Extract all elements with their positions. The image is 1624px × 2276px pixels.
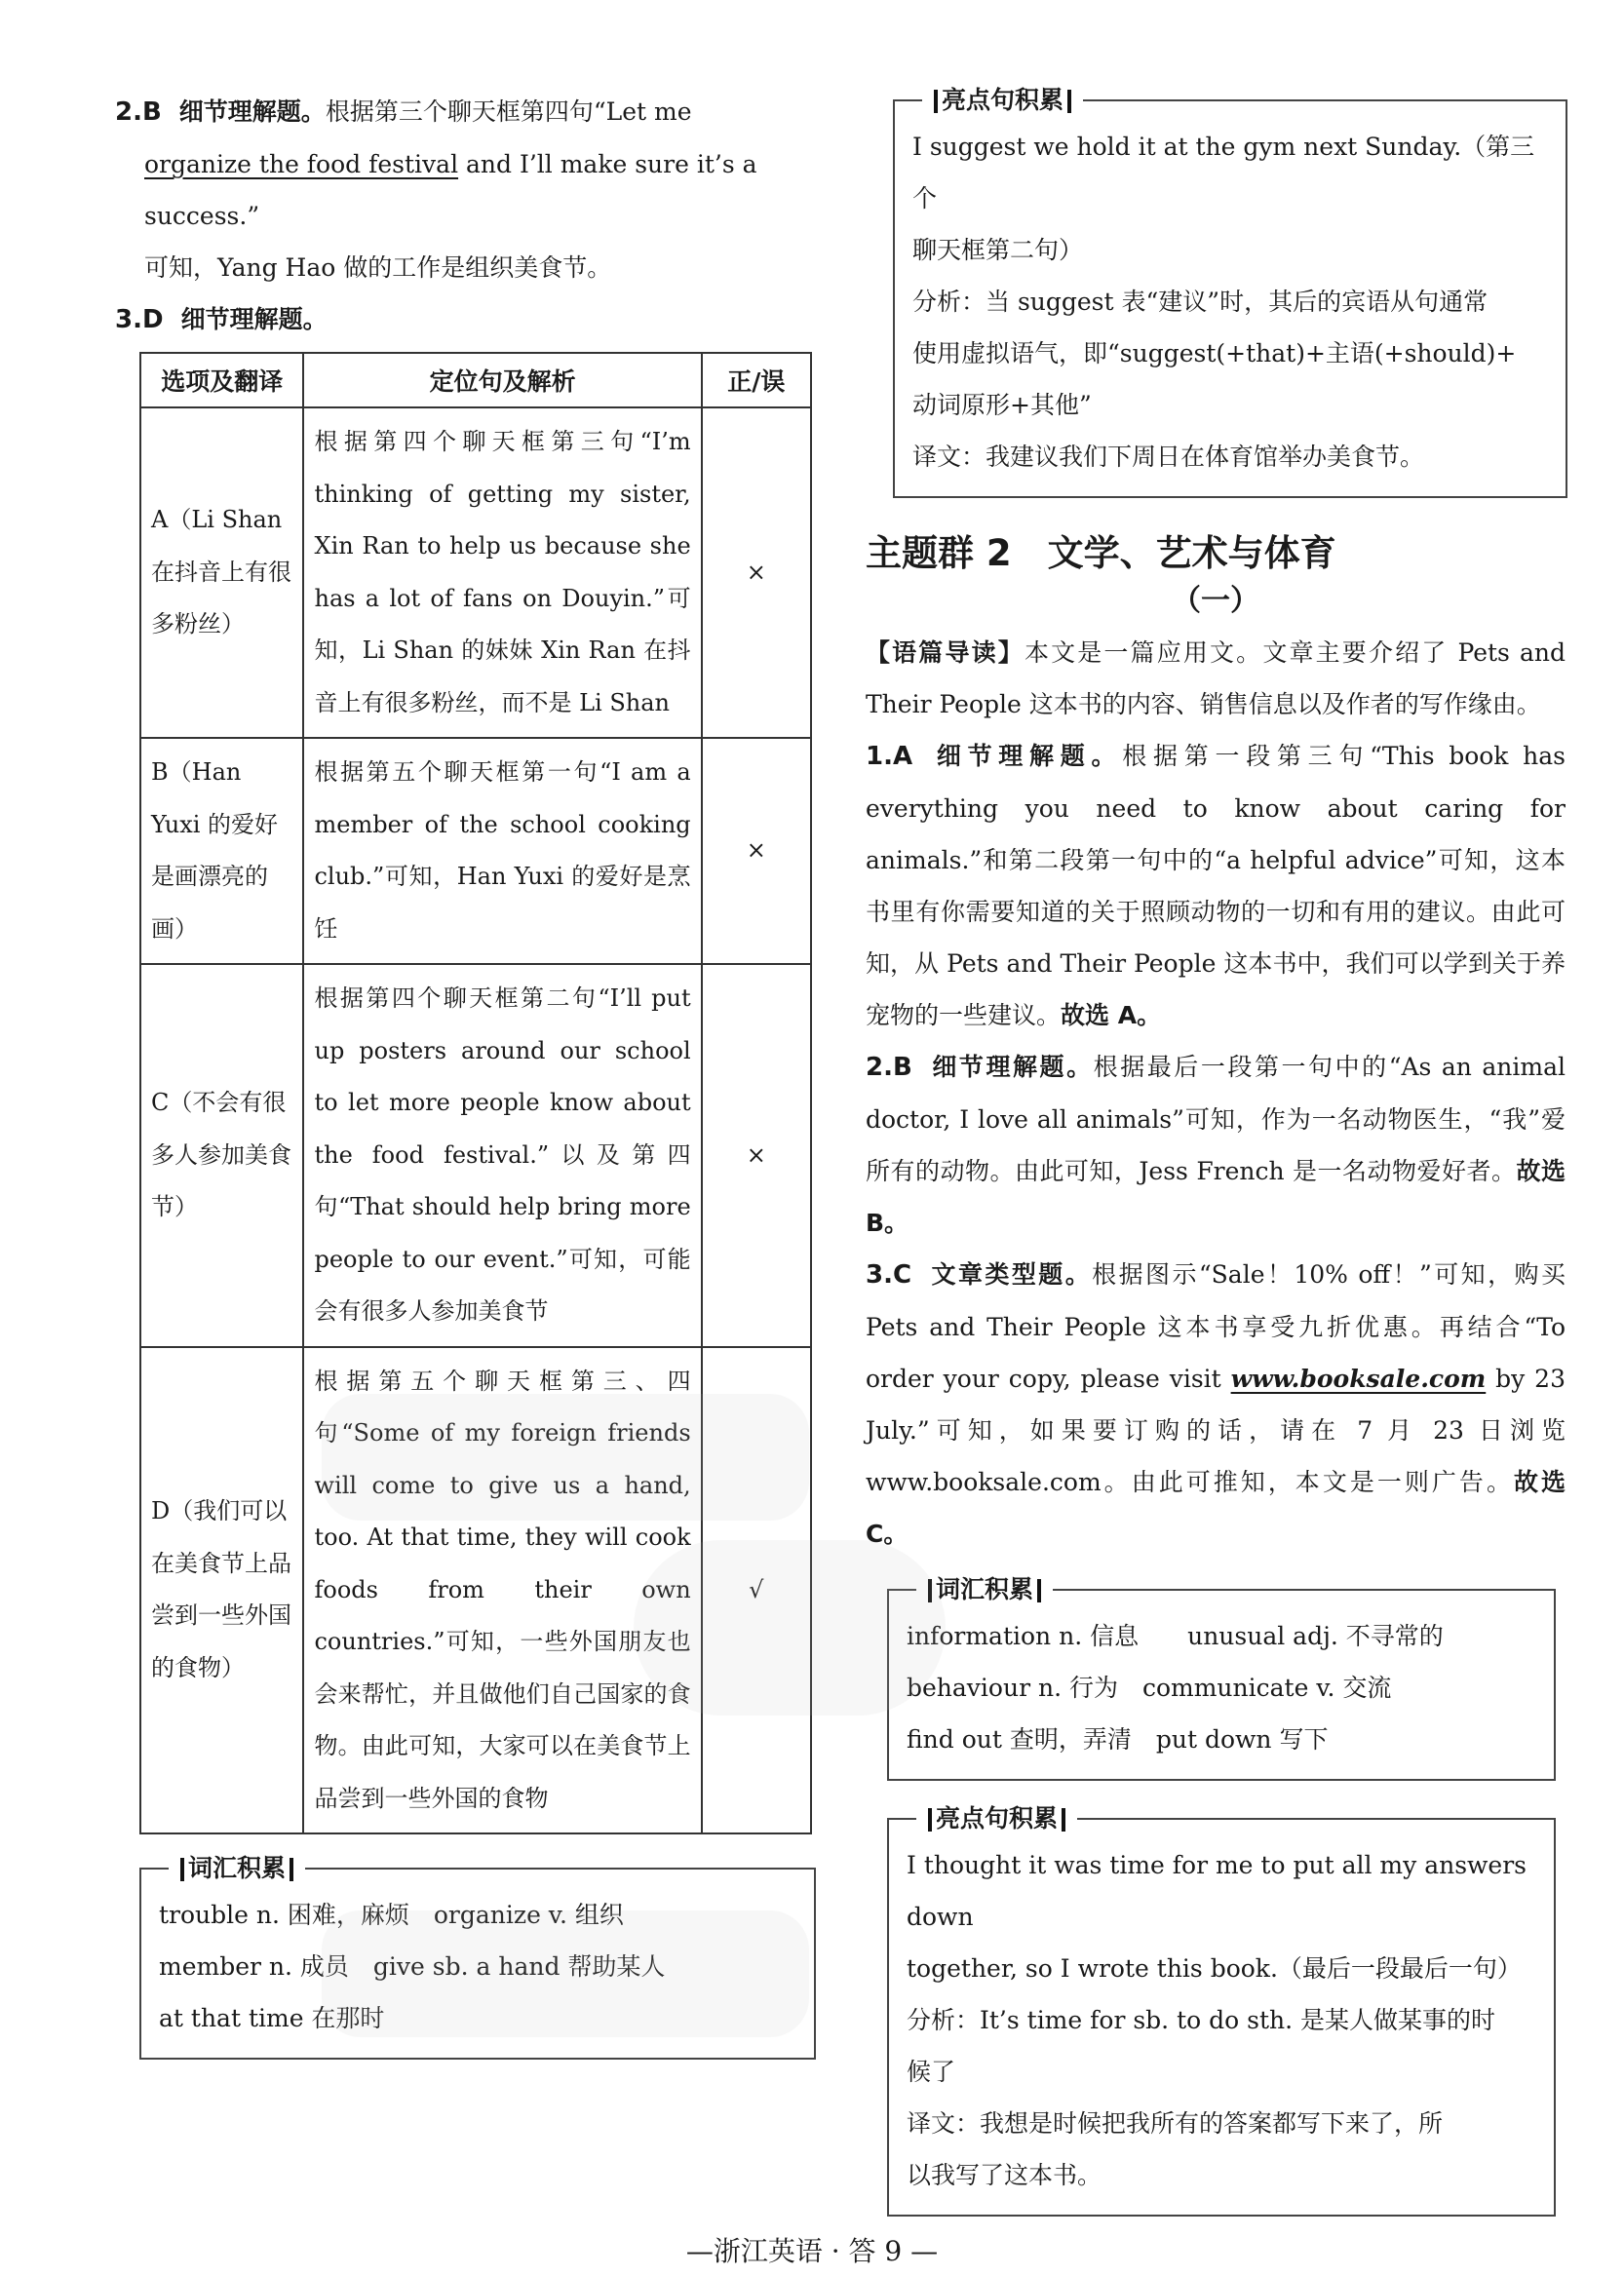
- highlight-box: [893, 86, 1567, 498]
- question-type: 细节理解题。: [929, 1053, 1094, 1081]
- vocab-box: [887, 1575, 1556, 1781]
- option-cell: D（我们可以在美食节上品尝到一些外国的食物）: [140, 1347, 303, 1834]
- table-header: 选项及翻译: [140, 353, 303, 407]
- table-row: [140, 407, 811, 738]
- highlight-line: 动词原形+其他”: [912, 391, 1092, 419]
- box-label: 亮点句积累: [916, 1803, 1077, 1834]
- answer-number: 2.B: [115, 97, 162, 127]
- option-cell: B（Han Yuxi 的爱好是画漂亮的画）: [140, 738, 303, 964]
- guide-label: 【语篇导读】: [866, 638, 1025, 667]
- question-type: 细节理解题。: [178, 97, 326, 126]
- q2-answer: [115, 86, 817, 293]
- vocab-line: information n. 信息 unusual adj. 不寻常的: [907, 1622, 1444, 1650]
- option-cell: A（Li Shan 在抖音上有很多粉丝）: [140, 407, 303, 738]
- highlight-line: 以我写了这本书。: [907, 2161, 1102, 2189]
- analysis-cell: 根据第四个聊天框第三句“I’m thinking of getting my sister, Xin Ran to help us because she has a lot of fans on Douyin.”可知，Li Shan 的妹妹 Xin Ran 在抖音上有很多粉丝，而不是 Li Shan: [303, 407, 701, 738]
- analysis-cell: 根据第五个聊天框第三、四句“Some of my foreign friends will come to give us a hand, too. At that time, they will cook foods from their own countries.”可知，一些外国朋友也会来帮忙，并且做他们自己国家的食物。由此可知，大家可以在美食节上品尝到一些外国的食物: [303, 1347, 701, 1834]
- highlight-box: [887, 1804, 1556, 2217]
- q2-answer: [866, 1041, 1566, 1249]
- mark-cell: ×: [702, 407, 811, 738]
- explanation-text: 根据最后一段第一句中的“As an animal doctor, I love all animals”可知，作为一名动物医生，“我”爱所有的动物。由此可知，Jess French 是一名动物爱好者。: [866, 1053, 1566, 1185]
- table-row: [140, 964, 811, 1347]
- highlight-line: 译文：我建议我们下周日在体育馆举办美食节。: [912, 443, 1425, 471]
- vocab-line: member n. 成员 give sb. a hand 帮助某人: [159, 1952, 666, 1981]
- answer-choice: 故选 C。: [866, 1468, 1566, 1548]
- box-label: 词汇积累: [169, 1853, 305, 1884]
- answer-choice: 故选 B。: [866, 1157, 1566, 1237]
- options-table: [139, 352, 812, 1834]
- section-title: 主题群 2 文学、艺术与体育: [866, 532, 1336, 574]
- explanation-text: 可知，Yang Hao 做的工作是组织美食节。: [144, 253, 612, 282]
- highlight-line: I suggest we hold it at the gym next Sunday.（第三个: [912, 133, 1535, 212]
- table-header: 正/误: [702, 353, 811, 407]
- explanation-text: 根据图示“Sale！10% off！”可知，购买 Pets and Their People 这本书享受九折优惠。再结合“To order your copy, please visit: [866, 1260, 1566, 1393]
- highlight-line: 候了: [907, 2058, 956, 2086]
- page-footer: —浙江英语 · 答 9 —: [685, 2235, 939, 2267]
- answer-number: 2.B: [866, 1053, 912, 1082]
- box-label: 亮点句积累: [922, 85, 1083, 116]
- highlight-line: 聊天框第二句）: [912, 236, 1084, 264]
- reading-guide: [866, 627, 1566, 730]
- explanation-text: by 23 July.”可知，如果要订购的话，请在 7 月 23 日浏览 www.booksale.com。由此可推知，本文是一则广告。: [866, 1365, 1566, 1496]
- vocab-line: find out 查明，弄清 put down 写下: [907, 1725, 1329, 1754]
- right-column: [866, 86, 1566, 2217]
- option-cell: C（不会有很多人参加美食节）: [140, 964, 303, 1347]
- table-row: [140, 1347, 811, 1834]
- answer-choice: 故选 A。: [1061, 1001, 1162, 1029]
- highlight-line: 分析：It’s time for sb. to do sth. 是某人做某事的时: [907, 2006, 1495, 2034]
- sub-title: （一）: [1172, 584, 1259, 618]
- underlined-phrase: organize the food festival: [144, 150, 459, 178]
- explanation-text: and I’ll make sure it’s a success.”: [144, 150, 757, 230]
- mark-cell: ×: [702, 964, 811, 1347]
- vocab-line: trouble n. 困难，麻烦 organize v. 组织: [159, 1901, 624, 1929]
- vocab-line: at that time 在那时: [159, 2004, 385, 2032]
- analysis-cell: 根据第四个聊天框第二句“I’ll put up posters around our school to let more people know about the food festival.”以及第四句“That should help bring more people to our event.”可知，可能会有很多人参加美食节: [303, 964, 701, 1347]
- mark-cell: √: [702, 1347, 811, 1834]
- explanation-text: 根据第一段第三句“This book has everything you need to know about caring for animals.”和第二段第一句中的“a helpful advice”可知，这本书里有你需要知道的关于照顾动物的一切和有用的建议。由此可知，从 Pets and Their People 这本书中，我们可以学到关于养宠物的一些建议。: [866, 742, 1566, 1029]
- vocab-box: [139, 1854, 816, 2060]
- box-label: 词汇积累: [916, 1574, 1053, 1605]
- highlight-line: 译文：我想是时候把我所有的答案都写下来了，所: [907, 2109, 1444, 2138]
- highlight-line: I thought it was time for me to put all my answers down: [907, 1851, 1527, 1931]
- table-row: [140, 738, 811, 964]
- answer-number: 3.D: [115, 305, 164, 334]
- guide-text: 本文是一篇应用文。文章主要介绍了 Pets and Their People 这本书的内容、销售信息以及作者的写作缘由。: [866, 638, 1566, 718]
- answer-number: 1.A: [866, 742, 913, 771]
- question-type: 细节理解题。: [180, 305, 328, 333]
- table-header: 定位句及解析: [303, 353, 701, 407]
- question-type: 细节理解题。: [930, 742, 1123, 770]
- highlight-line: 使用虚拟语气，即“suggest(+that)+主语(+should)+: [912, 339, 1517, 367]
- answer-number: 3.C: [866, 1260, 912, 1290]
- vocab-line: behaviour n. 行为 communicate v. 交流: [907, 1674, 1392, 1702]
- table-header-row: [140, 353, 811, 407]
- left-column: [115, 86, 817, 2060]
- q3-answer: [866, 1249, 1566, 1560]
- analysis-cell: 根据第五个聊天框第一句“I am a member of the school cooking club.”可知，Han Yuxi 的爱好是烹饪: [303, 738, 701, 964]
- question-type: 文章类型题。: [929, 1260, 1093, 1289]
- q3-answer: [115, 293, 817, 346]
- highlight-line: together, so I wrote this book.（最后一段最后一句）: [907, 1954, 1522, 1983]
- q1-answer: [866, 730, 1566, 1041]
- website-link: www.booksale.com: [1230, 1365, 1487, 1393]
- explanation-text: 根据第三个聊天框第四句“Let me: [325, 97, 692, 126]
- highlight-line: 分析：当 suggest 表“建议”时，其后的宾语从句通常: [912, 288, 1489, 316]
- mark-cell: ×: [702, 738, 811, 964]
